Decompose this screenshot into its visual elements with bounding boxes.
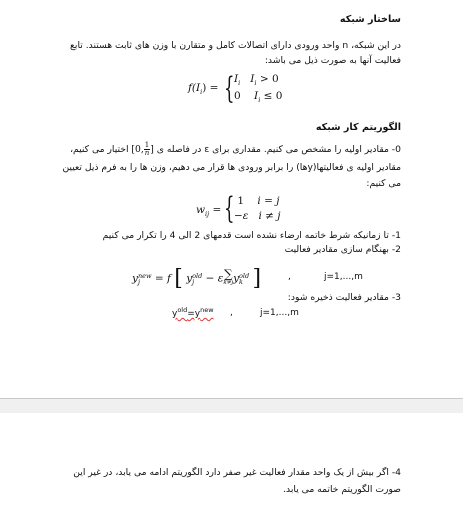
formula-text: , xyxy=(230,308,233,318)
formula-text: = f xyxy=(154,272,171,285)
paragraph-line-step1: 1- تا زمانیکه شرط خاتمه ارضاء نشده است قدمهای 2 الی 4 را تکرار می کنیم xyxy=(102,230,401,241)
interval-expression xyxy=(131,142,153,157)
formula-text: i xyxy=(254,79,257,88)
bracket-open: [ xyxy=(174,266,183,291)
formula-text: 1 xyxy=(237,195,245,207)
formula-text: − ε xyxy=(205,272,224,285)
formula-text: I xyxy=(250,73,255,85)
formula-text: w xyxy=(196,204,205,216)
formula-text: −ε xyxy=(234,210,249,222)
formula-text: new xyxy=(137,271,152,280)
brace-symbol: { xyxy=(224,71,235,106)
formula-text: old xyxy=(239,271,250,280)
formula-text: i xyxy=(258,96,261,105)
paragraph-line-step0 xyxy=(61,142,401,157)
formula-text: , xyxy=(288,272,291,282)
index-range xyxy=(324,272,363,282)
paragraph-line: صورت الگوریتم خاتمه می یابد. xyxy=(283,484,401,495)
formula-text: I xyxy=(234,73,239,85)
formula-text: ) = xyxy=(202,82,219,94)
paragraph-text: اختیار می کنیم، xyxy=(70,144,129,155)
formula-text: k≠j xyxy=(223,279,234,286)
formula-text: =y xyxy=(187,309,201,319)
store-activation-formula xyxy=(172,306,312,320)
formula-text: j=1,...,m xyxy=(324,272,363,282)
formula-text: ] xyxy=(150,144,154,155)
formula-text: i ≠ j xyxy=(258,210,281,222)
formula-text: i xyxy=(200,88,203,97)
formula-text: ∑ xyxy=(223,266,233,281)
section-title-network-structure: ساختار شبکه xyxy=(339,14,401,25)
paragraph-line: می کنیم: xyxy=(366,178,401,189)
paragraph-line: مقادیر اولیه ی فعالیتها(yها) را برابر ورودی ها قرار می دهیم، وزن ها را به فرم ذیل تعیین xyxy=(62,162,401,173)
formula-text: I xyxy=(254,90,259,102)
formula-text: i xyxy=(238,79,241,88)
weight-formula xyxy=(196,191,296,226)
formula-text: 1 xyxy=(144,141,150,149)
formula-text: 0 xyxy=(234,90,241,102)
formula-text: > 0 xyxy=(259,73,279,85)
paragraph-text: 0- مقادیر اولیه را مشخص می کنیم. مقداری برای ε در فاصله ی xyxy=(156,144,401,155)
formula-text: k xyxy=(239,277,243,286)
formula-text: y xyxy=(233,272,240,285)
paragraph-line: فعالیت آنها به صورت ذیل می باشد: xyxy=(264,55,401,66)
activation-update-formula xyxy=(132,260,372,290)
formula-text: i = j xyxy=(257,195,280,207)
paragraph-line-step4: 4- اگر بیش از یک واحد مقدار فعالیت غیر صفر دارد الگوریتم ادامه می یابد، در غیر این xyxy=(73,467,401,478)
formula-text: old xyxy=(192,271,203,280)
formula-text: j=1,...,m xyxy=(260,308,299,318)
formula-text: = xyxy=(212,204,222,216)
formula-text: ij xyxy=(205,210,210,219)
formula-text: n xyxy=(144,149,150,157)
formula-text: [0, xyxy=(131,144,144,155)
page-separator xyxy=(0,398,463,414)
formula-text: y xyxy=(132,272,138,285)
formula-text: ≤ 0 xyxy=(263,90,283,102)
formula-text-squiggled xyxy=(172,306,214,319)
document-page-2 xyxy=(0,413,463,511)
brace-symbol: { xyxy=(224,191,235,226)
paragraph-line-step2: 2- بهنگام سازی مقادیر فعالیت xyxy=(284,244,401,255)
paragraph-line-step3: 3- مقادیر فعالیت ذخیره شود: xyxy=(287,292,401,303)
activation-function-formula xyxy=(188,72,298,106)
formula-text: y xyxy=(186,272,193,285)
formula-text: new xyxy=(200,306,214,314)
formula-text: f(I xyxy=(188,82,201,94)
section-title-algorithm: الگوریتم کار شبکه xyxy=(315,122,401,133)
formula-text: y xyxy=(172,309,178,319)
formula-text: j xyxy=(137,277,140,286)
bracket-close: ] xyxy=(252,266,262,291)
paragraph-line: در این شبکه، n واحد ورودی دارای اتصالات کامل و متقارن با وزن های ثابت هستند. تابع xyxy=(70,40,401,51)
formula-text: old xyxy=(177,306,188,314)
formula-text: j xyxy=(192,277,195,286)
